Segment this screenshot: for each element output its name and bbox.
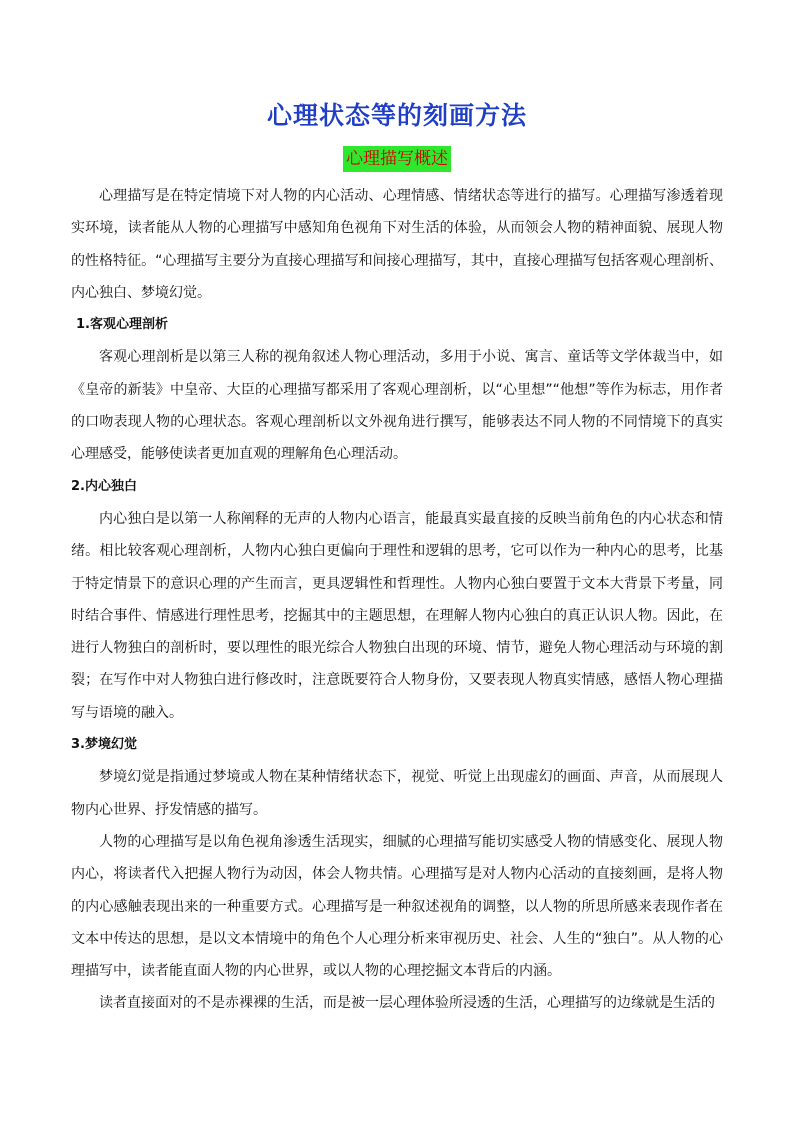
subsection-heading-3: 3.梦境幻觉 (71, 737, 137, 753)
document-body (71, 180, 723, 1020)
subsection-heading-1: 1.客观心理剖析 (76, 317, 168, 333)
section-heading-wrapper (0, 146, 794, 172)
paragraph: 内心独白是以第一人称阐释的无声的人物内心语言，能最真实最直接的反映当前角色的内心状态和情绪。相比较客观心理剖析，人物内心独白更偏向于理性和逻辑的思考，它可以作为一种内心的思考，比基于特定情景下的意识心理的产生而言，更具逻辑性和哲理性。人物内心独白要置于文本大背景下考量，同时结合事件、情感进行理性思考，挖掘其中的主题思想，在理解人物内心独白的真正认识人物。因此，在进行人物独白的剖析时，要以理性的眼光综合人物独白出现的环境、情节，避免人物心理活动与环境的割裂；在写作中对人物独白进行修改时，注意既要符合人物身份，又要表现人物真实情感，感悟人物心理描写与语境的融入。 (71, 510, 723, 721)
paragraph: 读者直接面对的不是赤裸裸的生活，而是被一层心理体验所浸透的生活，心理描写的边缘就是生活的 (99, 995, 715, 1012)
paragraph: 人物的心理描写是以角色视角渗透生活现实，细腻的心理描写能切实感受人物的情感变化、展现人物内心，将读者代入把握人物行为动因，体会人物共情。心理描写是对人物内心活动的直接刻画，是将人物的内心感触表现出来的一种重要方式。心理描写是一种叙述视角的调整，以人物的所思所感来表现作者在文本中传达的思想，是以文本情境中的角色个人心理分析来审视历史、社会、人生的“独白”。从人物的心理描写中，读者能直面人物的内心世界，或以人物的心理挖掘文本背后的内涵。 (71, 833, 723, 980)
subsection-heading-2: 2.内心独白 (71, 478, 137, 494)
document-title: 心理状态等的刻画方法 (266, 101, 527, 130)
paragraph: 客观心理剖析是以第三人称的视角叙述人物心理活动，多用于小说、寓言、童话等文学体裁当中，如《皇帝的新装》中皇帝、大臣的心理描写都采用了客观心理剖析，以“心里想”“他想”等作为标志，用作者的口吻表现人物的心理状态。客观心理剖析以文外视角进行撰写，能够表达不同人物的不同情境下的真实心理感受，能够使读者更加直观的理解角色心理活动。 (71, 349, 723, 463)
paragraph: 梦境幻觉是指通过梦境或人物在某种情绪状态下，视觉、听觉上出现虚幻的画面、声音，从而展现人物内心世界、抒发情感的描写。 (71, 769, 723, 818)
section-heading: 心理描写概述 (343, 146, 451, 172)
intro-paragraph: 心理描写是在特定情境下对人物的内心活动、心理情感、情绪状态等进行的描写。心理描写渗透着现实环境，读者能从人物的心理描写中感知角色视角下对生活的体验，从而领会人物的精神面貌、展现人物的性格特征。“心理描写主要分为直接心理描写和间接心理描写，其中，直接心理描写包括客观心理剖析、内心独白、梦境幻觉。 (71, 188, 723, 301)
